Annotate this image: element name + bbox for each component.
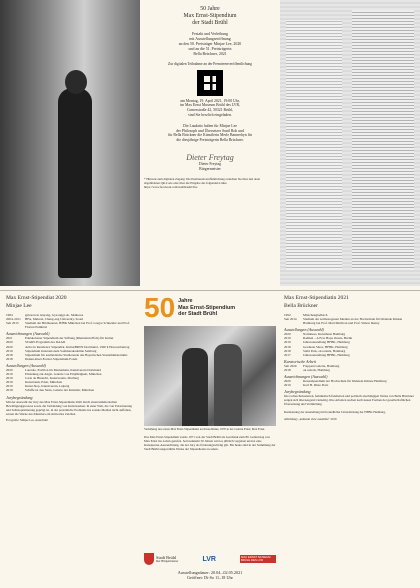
left-s2 bbox=[6, 368, 134, 393]
historic-photo bbox=[144, 326, 276, 426]
cv-year: 2018 bbox=[6, 356, 13, 361]
cv-text: Carte de Hinsicht, Kunstverein, Marburg bbox=[25, 376, 79, 381]
cv-text: Stipendium für ausländische Studierende des Bayerischen Staatsministeriums bbox=[25, 352, 128, 357]
left-s1-label: Auszeichnungen (Auswahl) bbox=[6, 331, 50, 337]
qr-code[interactable] bbox=[197, 70, 223, 96]
cv-text: Reisestipendium der Hochschule für bildende Künste Hamburg bbox=[303, 379, 387, 384]
artist-photo-left bbox=[0, 0, 140, 286]
cv-text: Kunstraum, Eden, München bbox=[25, 380, 63, 385]
cv-year: Seit 2020 bbox=[284, 363, 297, 368]
cv-year: 2019 bbox=[6, 384, 13, 389]
cv-year: Seit 2015 bbox=[6, 321, 19, 326]
cv-row bbox=[6, 321, 134, 329]
exhibition-dates: Ausstellungsdauer: 20.04.–02.05.2021 bbox=[177, 570, 243, 575]
cv-year: 2017 bbox=[284, 352, 291, 357]
cv-text: Studium der Bildhauerei, HfBK München bei Prof. Gregor Schneider und Prof. Florian Pumhösl bbox=[25, 321, 130, 330]
opening-hours: Geöffnet: Di-So 11–18 Uhr bbox=[187, 575, 233, 581]
event-date: am Montag, 19. April 2021, 19:00 Uhr, im Max Ernst Museum Brühl des LVR, Comesstraße 42, 50321 Brühl, bbox=[180, 98, 240, 113]
right-name: Bella Brückner bbox=[284, 303, 319, 309]
cv-row bbox=[284, 353, 414, 357]
invitation-intro: Festakt und Verleihung mit Ausstellungseröffnung an den 50. Preisträger Minjae Lee, 2020 und an die 51. Preisträgerin Bella Brückner, 2021 bbox=[178, 32, 242, 56]
photo-caption: Verleihung des ersten Max Ernst-Stipendiums an Klaus Rinke, 1970 in der Galerie Ernst; Max Ernst. bbox=[144, 427, 266, 431]
signature: Dieter Freytag bbox=[186, 152, 234, 162]
cv-text: Jahresausstellung HFBK, Hamburg bbox=[303, 340, 350, 345]
cv-text: Stipendium Internationale Sommerakademie Salzburg bbox=[25, 348, 97, 353]
middle-column bbox=[144, 294, 276, 451]
cv-text: Nominees, Kunsthaus Hamburg bbox=[303, 332, 346, 337]
cv-row bbox=[284, 383, 414, 387]
cv-year: 2020 bbox=[6, 344, 13, 349]
cv-text: Einladung zur Angst, Galerie von Einjährigkeit, München bbox=[25, 372, 102, 377]
cv-text: Dokun-Kuel-Forster-Stipendium-Fonds bbox=[25, 356, 78, 361]
cv-text: Stahl Park, ok rentals, Hamburg bbox=[303, 348, 346, 353]
text-panel-1 bbox=[286, 20, 342, 270]
access-note: * Hinweis zum digitalen Zugang: Die Premierenveröffentlichung erreichen Sie über den oben abgebildeten QR-Code oder über die Eingabe des folgenden Links: https://www.facebook.com/stadtbruehl/live bbox=[144, 177, 261, 190]
cv-year: 1984 bbox=[6, 313, 13, 317]
cv-row bbox=[6, 357, 134, 361]
right-s4-label: Jurybegründung bbox=[284, 389, 311, 395]
online-label: Zur digitalen Teilnahme an der Premierenveröffentlichung bbox=[168, 61, 252, 66]
cv-text: Radikal – A Few Hope shouts, Berlin bbox=[303, 336, 353, 341]
right-heading: Max Ernst-Stipendiatin 2021 bbox=[284, 295, 349, 301]
cv-year: 1992 bbox=[284, 313, 291, 317]
cv-year: 2019 bbox=[284, 336, 291, 341]
cv-row bbox=[6, 388, 134, 392]
cv-text: Artist in Residence Stipendiat, KulturBRNS Dortmund, 1500 € Honorarbeitrag bbox=[25, 344, 130, 349]
person-silhouette-1 bbox=[182, 348, 208, 426]
crest-icon bbox=[144, 553, 154, 565]
invitation-column bbox=[144, 6, 276, 189]
left-credit: Fotografie: Minjae Lee, Ausschnitt bbox=[6, 417, 48, 422]
mayor-name: Dieter Freytag bbox=[198, 161, 222, 166]
footer bbox=[144, 548, 276, 586]
left-name: Minjae Lee bbox=[6, 303, 32, 309]
cv-year: 2019 bbox=[6, 380, 13, 385]
left-heading: Max Ernst-Stipendiat 2020 bbox=[6, 295, 67, 301]
welcome-text: sind Sie herzlich eingeladen. bbox=[188, 112, 232, 117]
cv-text: Schiffe ist den Stein, Galerie der Künstler, München bbox=[25, 388, 95, 393]
cv-row bbox=[284, 317, 414, 325]
mayor-role: Bürgermeister bbox=[199, 167, 221, 172]
cv-text: geboren in Anyang, Gyeonggi-do, Südkorea bbox=[25, 313, 84, 317]
cv-year: 2019 bbox=[284, 383, 291, 388]
city-sub: Der Bürgermeister bbox=[156, 558, 179, 563]
cv-text: START-Programm des DAAD bbox=[25, 340, 66, 345]
cv-year: 2018 bbox=[6, 388, 13, 393]
right-s3 bbox=[284, 379, 414, 387]
cv-year: 2004–2011 bbox=[6, 317, 21, 322]
figure-head bbox=[65, 70, 87, 94]
cv-text: BFA, Malerei, Chung-ang University, Seoul bbox=[25, 317, 84, 322]
cv-year: 2019 bbox=[284, 340, 291, 345]
invitation-title: 50 Jahre Max Ernst-Stipendium der Stadt Brühl bbox=[183, 6, 237, 26]
right-s1-label: Ausstellungen (Auswahl) bbox=[284, 327, 324, 333]
right-bio bbox=[284, 313, 414, 325]
cv-text: Frappant Galerie, Hamburg bbox=[303, 363, 340, 368]
cv-text: Mönchengladbach bbox=[303, 313, 328, 317]
artwork-photo-right bbox=[280, 0, 420, 286]
right-s3-label: Auszeichnungen (Auswahl) bbox=[284, 374, 328, 380]
fifty-number: 50 bbox=[144, 292, 176, 323]
cv-year: 2020 bbox=[284, 332, 291, 337]
laudatio-text: Die Laudatio halten für Minjae Lee der Philosoph und Übersetzer Sunil Roh und für Bella Brückner die Künstlerin Merle Bannerhyn für die diesjährige Preisträgerin Bella Brückner. bbox=[167, 124, 253, 143]
city-name: Stadt Brühl bbox=[156, 554, 177, 560]
cv-year: 2019 bbox=[6, 348, 13, 353]
cv-year: 2019 bbox=[6, 376, 13, 381]
cv-year: 2018 bbox=[284, 367, 291, 372]
left-s3-label: Jurybegründung bbox=[6, 394, 33, 400]
cv-text: Laterale, Pavillon im Marienhain, Kunstverein Dortmund bbox=[25, 367, 101, 372]
figure-silhouette bbox=[58, 88, 92, 278]
cv-year: 2018 bbox=[284, 344, 291, 349]
person-silhouette-2 bbox=[214, 344, 242, 426]
cv-text: Karl H. Ditze Preis bbox=[303, 383, 329, 388]
right-footer: Realisierung der Ausstellung mit freundlicher Unterstützung der HFBK Hamburg. bbox=[284, 410, 386, 415]
right-s1 bbox=[284, 332, 414, 357]
cv-text: Jahresausstellung HFBK, Hamburg bbox=[303, 352, 350, 357]
cv-text: Graduate Show, HFBK, Hamburg bbox=[303, 344, 348, 349]
left-text: Mit der Auswahl der Jury des Max Ernst-Stipendiums 2020 durch einen künstlerischen Bewältigungsprozess sowie die Verbindung von Kunstwerken. In einer Welt, die von Polarisierung und Selbstoptimierung geprägt ist, in der persönliche Probleme ins soziale Medien nicht auffallen, setzen die Werke des Künstlers ein sinnvolles Zeichen. bbox=[6, 399, 132, 416]
cv-row bbox=[284, 368, 414, 372]
left-bio bbox=[6, 313, 134, 329]
cv-text: Kunst.Stop, Kunstverein, Leipzig bbox=[25, 384, 70, 389]
cv-year: 2018 bbox=[6, 352, 13, 357]
museum-logo: MAX ERNST MUSEUM BRÜHL DES LVR bbox=[240, 555, 276, 564]
left-s1 bbox=[6, 336, 134, 361]
left-s2-label: Ausstellungen (Auswahl) bbox=[6, 362, 46, 368]
right-s2 bbox=[284, 364, 414, 372]
cv-year: 2020 bbox=[6, 367, 13, 372]
cv-year: 2021 bbox=[6, 336, 13, 341]
divider bbox=[0, 290, 420, 291]
cv-year: 2020 bbox=[284, 379, 291, 384]
right-s2-label: Kuratorische Arbeit bbox=[284, 358, 317, 364]
cv-year: 2018 bbox=[284, 348, 291, 353]
cv-text: Studium der zeitbezogenen Medien an der Hochschule für bildende Künste Hamburg bei Prof. Matt Mullican und Prof. Simon Denny bbox=[303, 317, 403, 326]
history-text: Das Max Ernst-Stipendium wurde 1971 von der Stadt Brühl als Geschenk zum 80. Geburtstag von Max Ernst ins Leben gerufen. Seit nunmehr 50 Jahren wird es jährlich vergeben und ist eine Kunstpreise-Auszeichnung, die der Jury als förderungswürdig gilt. Bis heute sind in der Sammlung der Stadt Brühl ausgewählte Werke der Stipendiaten zu sehen. bbox=[144, 434, 276, 452]
text-panel-2 bbox=[352, 10, 414, 270]
cv-year: 2019 bbox=[6, 372, 13, 377]
anniversary-label: Jahre Max Ernst-Stipendium der Stadt Brühl bbox=[178, 298, 236, 318]
lvr-logo: LVR bbox=[202, 555, 216, 563]
city-logo bbox=[144, 553, 178, 565]
right-text: Die recherchebasierten, feministisch fundierten und politisch anschlägigen Werke von Bella Brückner zeigen sich überzeugend vielseitig. Ihre Arbeiten suchen nach neuen Formen der gesellschaftlichen Übersetzung und Vermittlung. bbox=[284, 394, 414, 407]
cv-text: Edenkobener Stipendium der Stiftung (Rheinland-Pfalz) für Kultur bbox=[25, 336, 114, 341]
cv-year: 2020 bbox=[6, 340, 13, 345]
cv-year: Seit 2014 bbox=[284, 317, 297, 322]
cv-text: ok rentals, Hamburg bbox=[303, 367, 330, 372]
left-column bbox=[6, 294, 134, 422]
right-credit: Abbildung: „unmeant view assemble“ 2019 bbox=[284, 416, 337, 421]
right-column bbox=[284, 294, 414, 421]
